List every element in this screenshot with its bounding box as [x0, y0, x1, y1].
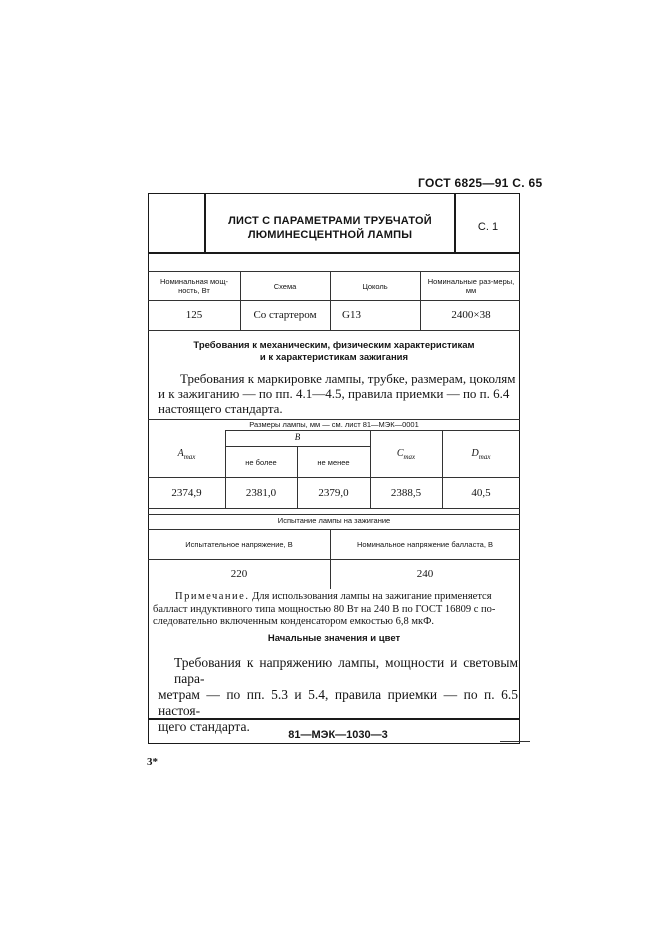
table-header: $D_{max}$: [471, 448, 491, 461]
table-cell: 40,5: [471, 487, 491, 499]
table-header: $C_{max}$: [396, 448, 416, 461]
requirements-paragraph: Требования к маркировке лампы, трубке, размерам, цоколям и к зажиганию — по пп. 4.1—4.5, правила приемки — по п. 6.4 настоящего стандарта.: [158, 371, 516, 416]
standard-reference: ГОСТ 6825—91 С. 65: [418, 176, 543, 190]
title-divider-left: [204, 193, 206, 253]
footer-mark: [500, 741, 530, 742]
table-cell: 240: [416, 568, 434, 580]
table-header: Номинальное напряжение балласта, В: [356, 540, 494, 549]
section-heading: Начальные значения и цвет: [267, 633, 401, 644]
page-number: 3*: [147, 756, 158, 768]
table-header: Испытательное напряжение, В: [185, 540, 293, 549]
note-paragraph: Примечание. Для использования лампы на зажигание применяется балласт индуктивного типа мощностью 80 Вт на 240 В по ГОСТ 16809 с по- следовательно включенным конденсатором емкостью 6,8 мкФ.: [153, 591, 496, 627]
sheet-number: С. 1: [477, 221, 499, 233]
table-header: не менее: [317, 458, 350, 467]
section-heading: Требования к механическим, физическим характеристикам и к характеристикам зажигания: [193, 340, 475, 363]
table-cell: G13: [342, 309, 361, 321]
table-header: Номинальные раз-меры, мм: [427, 277, 515, 295]
requirements-paragraph: Требования к напряжению лампы, мощности и световым пара- метрам — по пп. 5.3 и 5.4, правила приемки — по п. 6.5 настоя- щего стандарта.: [158, 655, 518, 734]
title-divider-bottom: [148, 252, 520, 254]
table-cell: Со стартером: [253, 309, 317, 321]
table-cell: 2400×38: [451, 309, 491, 321]
table-header: B: [294, 432, 301, 442]
table-cell: 220: [230, 568, 248, 580]
document-code: 81—МЭК—1030—3: [288, 729, 388, 741]
table-caption: Испытание лампы на зажигание: [277, 516, 391, 525]
table-cell: 2379,0: [318, 487, 349, 499]
table-header: Номинальная мощ-ность, Вт: [160, 277, 228, 295]
footer-divider: [148, 718, 520, 720]
table-caption: Размеры лампы, мм — см. лист 81—МЭК—0001: [249, 420, 419, 429]
table-header: не более: [245, 458, 277, 467]
table-cell: 2381,0: [245, 487, 277, 499]
table-cell: 2388,5: [390, 487, 422, 499]
table-cell: 2374,9: [171, 487, 202, 499]
table-header: Схема: [273, 282, 297, 291]
table-header: $A_{max}$: [177, 448, 196, 461]
table-cell: 125: [185, 309, 203, 321]
table-header: Цоколь: [362, 282, 388, 291]
sheet-title: ЛИСТ С ПАРАМЕТРАМИ ТРУБЧАТОЙ ЛЮМИНЕСЦЕНТНОЙ ЛАМПЫ: [228, 215, 432, 241]
